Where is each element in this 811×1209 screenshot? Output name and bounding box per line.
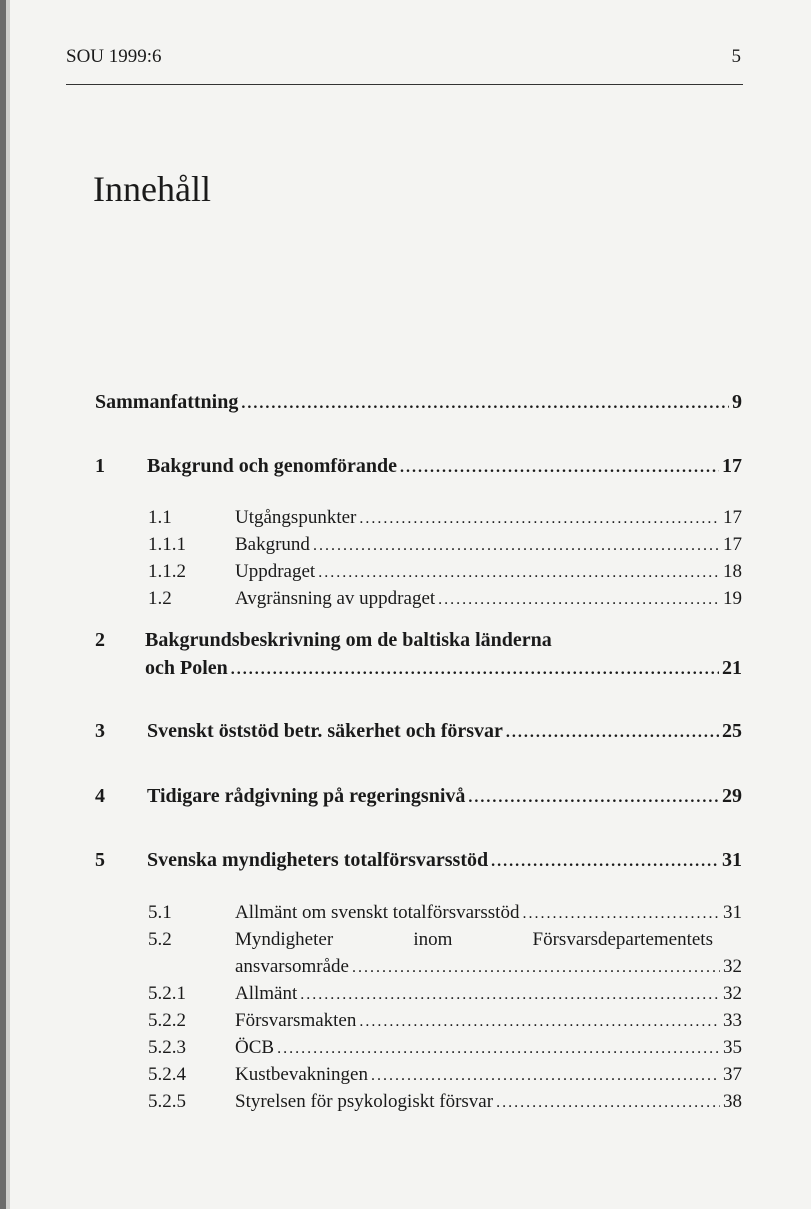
toc-leader-dots xyxy=(359,510,720,528)
toc-leader-dots xyxy=(491,853,719,871)
header-rule xyxy=(66,84,743,85)
toc-number: 3 xyxy=(95,720,105,742)
toc-entry-1-1-2[interactable] xyxy=(148,561,742,583)
toc-leader-dots xyxy=(506,724,719,742)
toc-page: 17 xyxy=(723,507,742,528)
toc-page: 31 xyxy=(722,849,742,871)
toc-entry-chapter-5[interactable] xyxy=(95,849,742,872)
toc-number: 1.1.2 xyxy=(148,561,186,582)
toc-page: 9 xyxy=(732,391,742,413)
toc-page: 18 xyxy=(723,561,742,582)
toc-label: Sammanfattning xyxy=(95,391,239,413)
toc-number: 5.2.3 xyxy=(148,1037,186,1058)
toc-leader-dots xyxy=(438,591,720,609)
toc-page: 29 xyxy=(722,785,742,807)
toc-number: 5.2.1 xyxy=(148,983,186,1004)
toc-leader-dots xyxy=(231,661,719,679)
toc-entry-chapter-2[interactable] xyxy=(95,629,742,652)
page-edge-highlight xyxy=(6,0,10,1209)
toc-leader-dots xyxy=(371,1067,720,1085)
running-header xyxy=(66,46,743,74)
toc-number: 1.2 xyxy=(148,588,172,609)
toc-label-justified xyxy=(235,929,713,951)
toc-entry-5-2-continued[interactable] xyxy=(235,956,742,978)
toc-page: 31 xyxy=(723,902,742,923)
toc-leader-dots xyxy=(359,1013,720,1031)
toc-label: Bakgrund xyxy=(235,534,310,555)
toc-label-line-2: ansvarsområde xyxy=(235,956,349,977)
toc-label: ÖCB xyxy=(235,1037,275,1058)
toc-page: 32 xyxy=(723,956,742,977)
toc-entry-5-2-4[interactable] xyxy=(148,1064,742,1086)
toc-leader-dots xyxy=(241,395,729,413)
toc-page: 21 xyxy=(722,657,742,679)
toc-number: 4 xyxy=(95,785,105,807)
toc-label: Kustbevakningen xyxy=(235,1064,368,1085)
toc-label: Svenska myndigheters totalförsvarsstöd xyxy=(147,849,489,871)
toc-number: 2 xyxy=(95,629,105,651)
toc-leader-dots xyxy=(468,789,719,807)
toc-label: Försvarsmakten xyxy=(235,1010,357,1031)
toc-label-line-2: och Polen xyxy=(145,657,228,679)
toc-leader-dots xyxy=(277,1040,720,1058)
toc-label-word: Myndigheter xyxy=(235,929,334,950)
toc-entry-5-2[interactable] xyxy=(148,929,713,951)
toc-entry-1-1[interactable] xyxy=(148,507,742,529)
toc-label: Bakgrund och genomförande xyxy=(147,455,398,477)
toc-entry-1-1-1[interactable] xyxy=(148,534,742,556)
toc-label: Uppdraget xyxy=(235,561,316,582)
toc-entry-5-1[interactable] xyxy=(148,902,742,924)
toc-number: 5.2.4 xyxy=(148,1064,186,1085)
toc-label: Utgångspunkter xyxy=(235,507,357,528)
page-title: Innehåll xyxy=(93,169,211,209)
toc-label-word: Försvarsdepartementets xyxy=(532,929,713,950)
toc-number: 1.1.1 xyxy=(148,534,186,555)
toc-leader-dots xyxy=(352,959,720,977)
toc-leader-dots xyxy=(318,564,720,582)
toc-entry-chapter-1[interactable] xyxy=(95,455,742,478)
toc-number: 5.2 xyxy=(148,929,172,950)
toc-label: Allmänt xyxy=(235,983,298,1004)
toc-leader-dots xyxy=(522,905,720,923)
toc-entry-chapter-2-continued[interactable] xyxy=(145,657,742,680)
toc-entry-5-2-3[interactable] xyxy=(148,1037,742,1059)
toc-page: 38 xyxy=(723,1091,742,1112)
toc-entry-5-2-2[interactable] xyxy=(148,1010,742,1032)
toc-entry-5-2-5[interactable] xyxy=(148,1091,742,1113)
toc-entry-chapter-4[interactable] xyxy=(95,785,742,808)
toc-number: 5 xyxy=(95,849,105,871)
toc-page: 37 xyxy=(723,1064,742,1085)
toc-label: Tidigare rådgivning på regeringsnivå xyxy=(147,785,466,807)
toc-page: 17 xyxy=(722,455,742,477)
toc-page: 25 xyxy=(722,720,742,742)
toc-label: Svenskt öststöd betr. säkerhet och försvar xyxy=(147,720,503,742)
toc-leader-dots xyxy=(400,459,719,477)
toc-page: 17 xyxy=(723,534,742,555)
series-title: SOU 1999:6 xyxy=(66,46,162,67)
toc-leader-dots xyxy=(313,537,720,555)
toc-number: 5.2.2 xyxy=(148,1010,186,1031)
toc-entry-summary[interactable] xyxy=(95,391,742,414)
toc-leader-dots xyxy=(496,1094,720,1112)
toc-page: 33 xyxy=(723,1010,742,1031)
toc-label: Allmänt om svenskt totalförsvarsstöd xyxy=(235,902,520,923)
page-number: 5 xyxy=(731,46,741,67)
toc-page: 19 xyxy=(723,588,742,609)
toc-page: 32 xyxy=(723,983,742,1004)
toc-number: 1 xyxy=(95,455,105,477)
toc-label-line-1: Bakgrundsbeskrivning om de baltiska länderna xyxy=(145,629,552,651)
toc-number: 1.1 xyxy=(148,507,172,528)
toc-leader-dots xyxy=(300,986,720,1004)
toc-entry-1-2[interactable] xyxy=(148,588,742,610)
toc-entry-5-2-1[interactable] xyxy=(148,983,742,1005)
toc-label: Avgränsning av uppdraget xyxy=(235,588,436,609)
toc-label-word: inom xyxy=(413,929,453,950)
toc-entry-chapter-3[interactable] xyxy=(95,720,742,743)
toc-number: 5.2.5 xyxy=(148,1091,186,1112)
toc-label: Styrelsen för psykologiskt försvar xyxy=(235,1091,494,1112)
toc-page: 35 xyxy=(723,1037,742,1058)
toc-number: 5.1 xyxy=(148,902,172,923)
